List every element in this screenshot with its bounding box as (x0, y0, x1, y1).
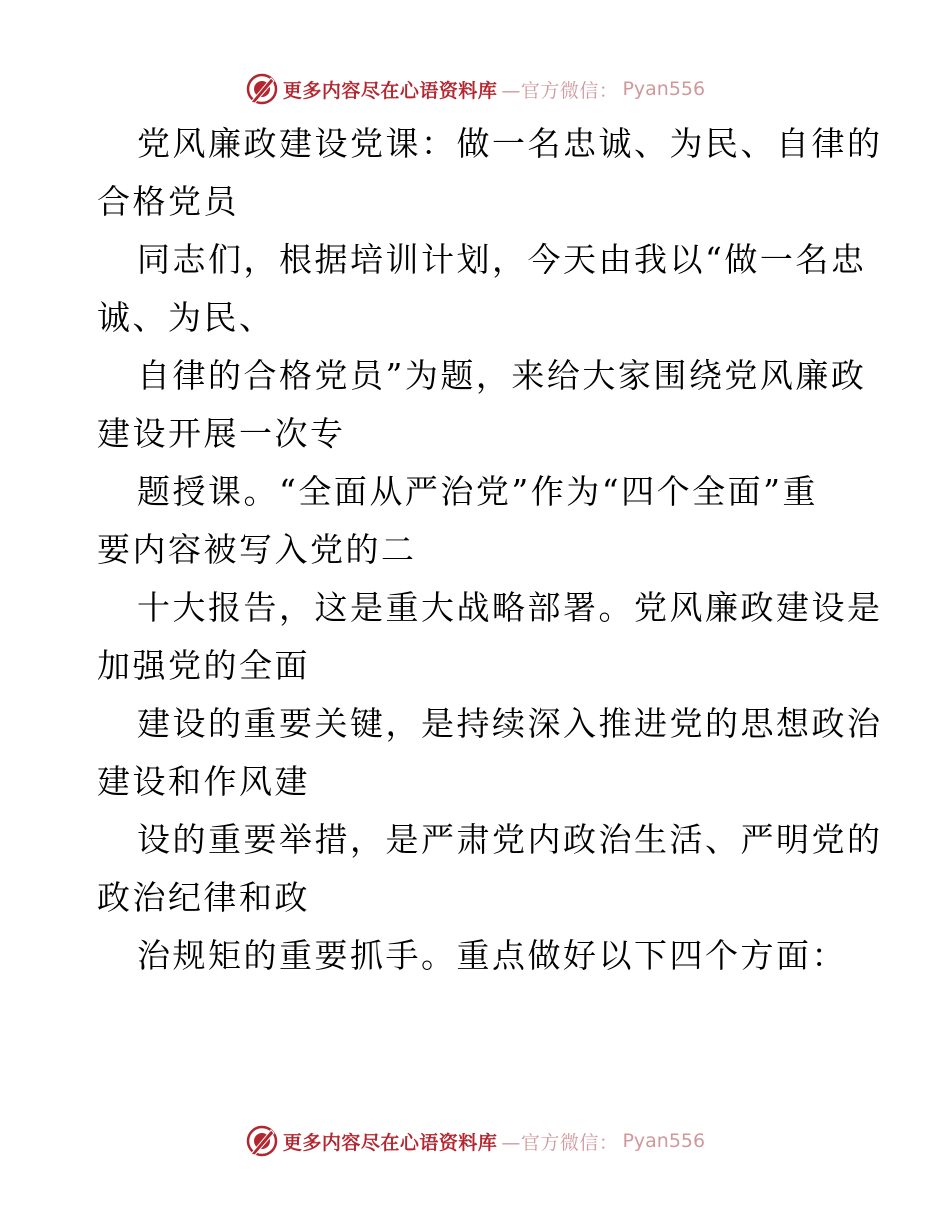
paragraph-line-2: 建设和作风建 (97, 762, 310, 801)
paragraph-line-2: 加强党的全面 (97, 646, 310, 685)
footer-watermark (0, 1124, 950, 1158)
header-watermark (0, 72, 950, 106)
paragraph (97, 811, 883, 927)
paragraph (97, 927, 852, 985)
watermark-separator: —官方微信： (501, 79, 619, 102)
paragraph (97, 695, 883, 811)
paragraph-line-2: 建设开展一次专 (97, 414, 346, 453)
paragraph-line-1: 治规矩的重要抓手。重点做好以下四个方面： (137, 936, 847, 975)
quill-seal-icon (245, 72, 279, 106)
title-line-2: 合格党员 (97, 182, 239, 221)
paragraph (97, 463, 852, 579)
watermark-separator: —官方微信： (501, 1131, 619, 1154)
paragraph-line-1: 十大报告，这是重大战略部署。党风廉政建设是 (137, 588, 883, 627)
quill-seal-icon (245, 1124, 279, 1158)
paragraph-line-2: 要内容被写入党的二 (97, 530, 417, 569)
paragraph-line-1: 建设的重要关键，是持续深入推进党的思想政治 (137, 704, 883, 743)
document-title (97, 115, 883, 231)
title-line-1: 党风廉政建设党课：做一名忠诚、为民、自律的 (137, 124, 883, 163)
document-body (97, 115, 883, 985)
paragraph-line-1: 题授课。“全面从严治党”作为“四个全面”重 (137, 472, 818, 511)
watermark-wechat-id: Pyan556 (622, 78, 706, 100)
watermark-site-text: 更多内容尽在心语资料库 (282, 1131, 498, 1154)
paragraph (97, 579, 883, 695)
paragraph-line-1: 同志们，根据培训计划，今天由我以“做一名忠 (137, 240, 867, 279)
paragraph (97, 231, 867, 347)
paragraph-line-2: 政治纪律和政 (97, 878, 310, 917)
paragraph-line-2: 诚、为民、 (97, 298, 275, 337)
paragraph-line-1: 自律的合格党员”为题，来给大家围绕党风廉政 (137, 356, 867, 395)
paragraph-line-1: 设的重要举措，是严肃党内政治生活、严明党的 (137, 820, 883, 859)
paragraph (97, 347, 867, 463)
watermark-site-text: 更多内容尽在心语资料库 (282, 79, 498, 102)
watermark-wechat-id: Pyan556 (622, 1130, 706, 1152)
